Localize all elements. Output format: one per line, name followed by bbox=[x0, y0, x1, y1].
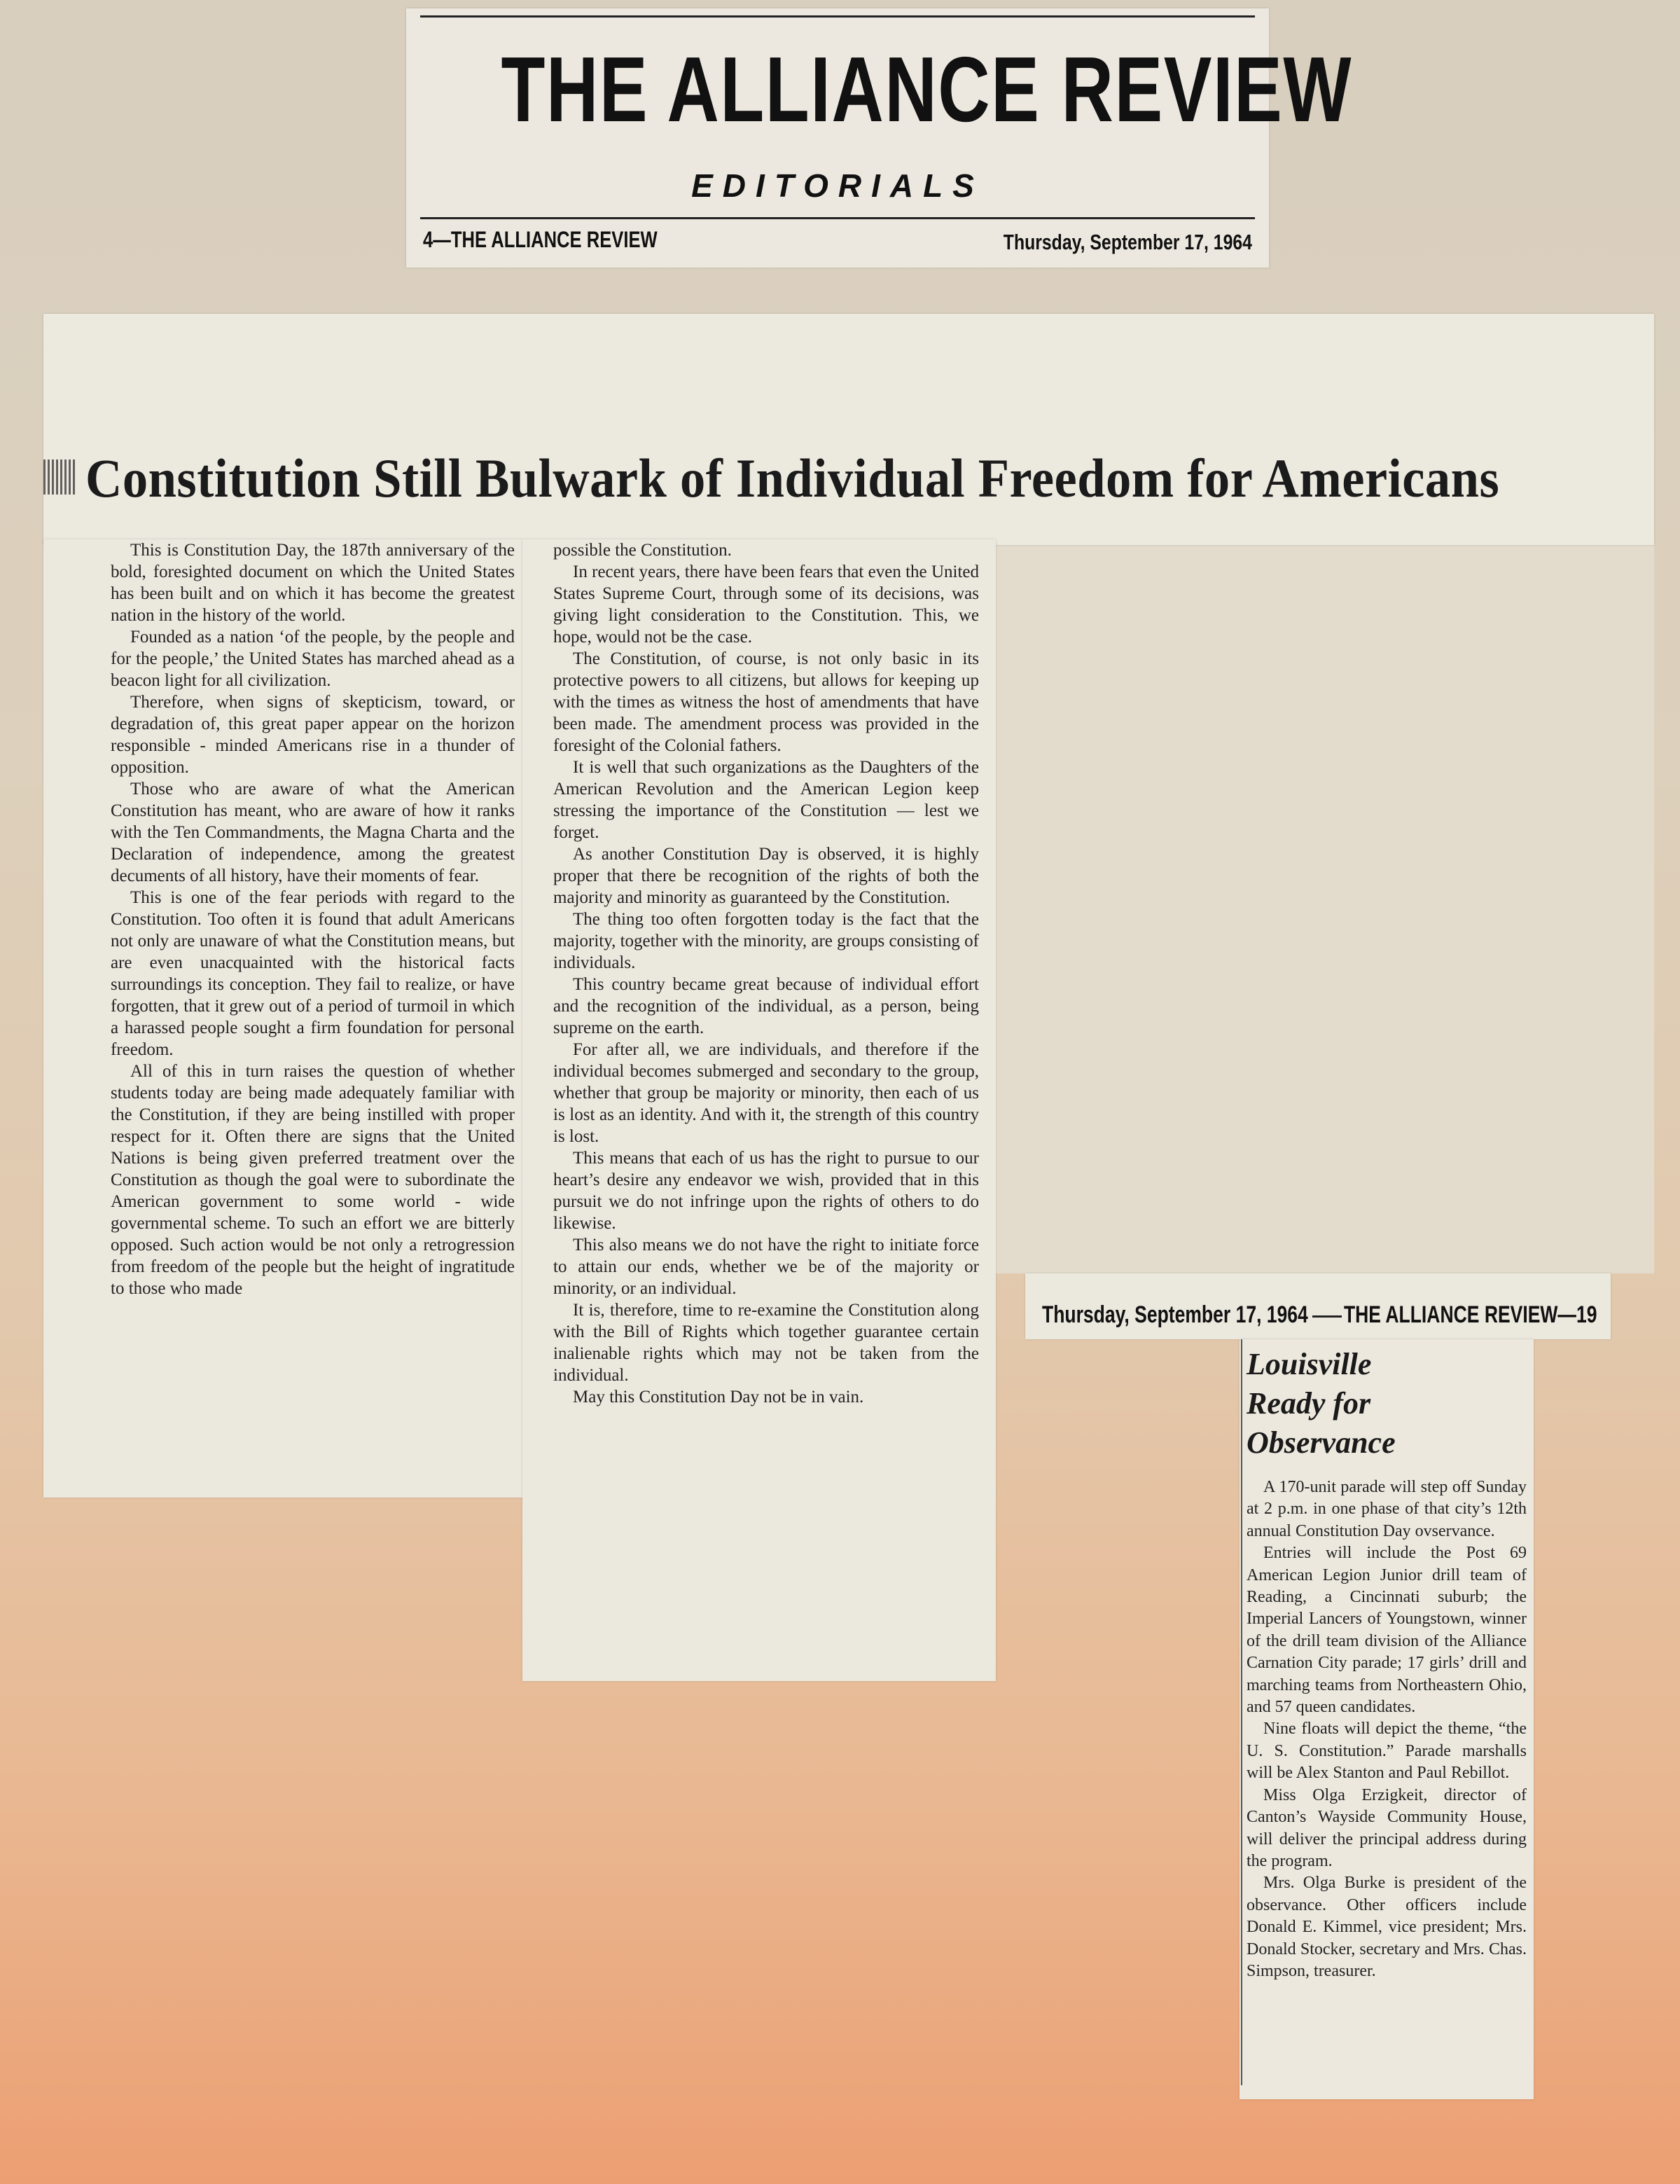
masthead-top-rule bbox=[420, 15, 1255, 18]
editorial-headline: Constitution Still Bulwark of Individual Freedom for Americans bbox=[85, 448, 1500, 509]
headline-ornament bbox=[43, 459, 77, 495]
paragraph: It is well that such organizations as the Daughters of the American Revolution and the American Legion keep stressing the importance of the Constitution — lest we forget. bbox=[553, 758, 979, 842]
paragraph: Founded as a nation ‘of the people, by the people and for the people,’ the United States has marched ahead as a beacon light for all civilization. bbox=[111, 628, 515, 690]
paragraph: This also means we do not have the right to initiate force to attain our ends, whether we be of the majority or minority, or an individual. bbox=[553, 1236, 979, 1298]
paragraph: This means that each of us has the right to pursue to our heart’s desire any endeavor we wish, provided that in this pursuit we do not infringe upon the rights of others to do likewise. bbox=[553, 1149, 979, 1233]
paragraph-continuation: possible the Constitution. bbox=[553, 541, 732, 560]
paragraph: This is Constitution Day, the 187th anniversary of the bold, foresighted document on which the United States has been built and on which it has become the greatest nation in the history of the world. bbox=[111, 541, 515, 625]
masthead-clipping bbox=[406, 8, 1353, 268]
page-label: 4—THE ALLIANCE REVIEW bbox=[423, 227, 658, 252]
masthead-rule bbox=[420, 217, 1255, 219]
louisville-headline bbox=[1247, 1345, 1396, 1463]
paragraph: Entries will include the Post 69 American Legion Junior drill team of Reading, a Cincinnati suburb; the Imperial Lancers of Youngstown, winner of the drill team division of the Alliance Carnation City parade; 17 girls’ drill and marching teams from Northeastern Ohio, and 57 queen candidates. bbox=[1247, 1544, 1527, 1717]
paragraph: Mrs. Olga Burke is president of the observance. Other officers include Donald E. Kimmel, vice president; Mrs. Donald Stocker, secretary and Mrs. Chas. Simpson, treasurer. bbox=[1247, 1874, 1527, 1980]
louisville-page-label: THE ALLIANCE REVIEW—19 bbox=[1343, 1301, 1597, 1328]
paragraph: The thing too often forgotten today is the fact that the majority, together with the minority, are groups consisting of individuals. bbox=[553, 910, 979, 972]
paragraph: For after all, we are individuals, and therefore if the individual becomes submerged and secondary to the group, whether that group be majority or minority, then each of us is lost as an identity. And with it, the strength of this country is lost. bbox=[553, 1040, 979, 1146]
paragraph: Miss Olga Erzigkeit, director of Canton’s Wayside Community House, will deliver the principal address during the program. bbox=[1247, 1785, 1527, 1870]
paragraph: In recent years, there have been fears that even the United States Supreme Court, through some of its decisions, was giving light consideration to the Constitution. This, we hope, would not be the case. bbox=[553, 562, 979, 647]
headline-line: Observance bbox=[1247, 1425, 1396, 1460]
louisville-date: Thursday, September 17, 1964 bbox=[1042, 1301, 1308, 1328]
paragraph: The Constitution, of course, is not only basic in its protective powers to all citizens, but allows for keeping up with the times as witness the host of amendments that have been made. The amendment process was provided in the foresight of the Colonial fathers. bbox=[553, 649, 979, 755]
masthead-date: Thursday, September 17, 1964 bbox=[1003, 230, 1252, 254]
paragraph: Therefore, when signs of skepticism, toward, or degradation of, this great paper appear on the horizon responsible - minded Americans rise in a thunder of opposition. bbox=[111, 693, 515, 777]
column-2-text bbox=[553, 539, 979, 1408]
louisville-article bbox=[1240, 1339, 1534, 2099]
paragraph: Nine floats will depict the theme, “the U. S. Constitution.” Parade marshalls will be Alex Stanton and Paul Rebillot. bbox=[1247, 1720, 1527, 1783]
blank-paper-area bbox=[986, 545, 1654, 1273]
paragraph: May this Constitution Day not be in vain. bbox=[573, 1388, 864, 1407]
editorial-column-1 bbox=[43, 539, 523, 1498]
paragraph: Those who are aware of what the American Constitution has meant, who are aware of how it ranks with the Ten Commandments, the Magna Charta and the Declaration of independence, among the greatest decuments of all history, have their moments of fear. bbox=[111, 780, 515, 885]
headline-line: Ready for bbox=[1247, 1386, 1371, 1421]
louisville-header-strip bbox=[1025, 1273, 1611, 1339]
paragraph: It is, therefore, time to re-examine the Constitution along with the Bill of Rights which together guarantee certain inalienable rights which may not be taken from the individual. bbox=[553, 1301, 979, 1385]
section-title: EDITORIALS bbox=[691, 167, 984, 204]
headline-strip bbox=[43, 314, 1654, 545]
column-rule bbox=[1241, 1339, 1242, 2085]
headline-line: Louisville bbox=[1247, 1347, 1372, 1381]
newspaper-title: THE ALLIANCE REVIEW bbox=[501, 38, 1353, 141]
paragraph: All of this in turn raises the question of whether students today are being made adequately familiar with the Constitution, if they are being instilled with proper respect for it. Often there are signs that the United Nations is being given preferred treatment over the Constitution as though the goal were to subordinate the American government to some world - wide governmental scheme. To such an effort we are bitterly opposed. Such action would be not only a retrogression from freedom of the people but the height of ingratitude to those who made bbox=[111, 1062, 515, 1298]
paragraph: As another Constitution Day is observed, it is highly proper that there be recognition of the rights of both the majority and minority as guaranteed by the Constitution. bbox=[553, 845, 979, 907]
louisville-text bbox=[1247, 1477, 1527, 1982]
paragraph: This country became great because of individual effort and the recognition of the individual, as a person, being supreme on the earth. bbox=[553, 975, 979, 1037]
paragraph: A 170-unit parade will step off Sunday at 2 p.m. in one phase of that city’s 12th annual Constitution Day ovservance. bbox=[1247, 1478, 1527, 1540]
column-1-text bbox=[111, 539, 515, 1299]
header-dash bbox=[1312, 1315, 1342, 1318]
editorial-column-2 bbox=[522, 539, 996, 1681]
paragraph: This is one of the fear periods with regard to the Constitution. Too often it is found that adult Americans not only are unaware of what the Constitution means, but are even unacquainted with the historical facts surroundings its conception. They fail to realize, or have forgotten, that it grew out of a period of turmoil in which a harassed people sought a firm foundation for personal freedom. bbox=[111, 888, 515, 1059]
